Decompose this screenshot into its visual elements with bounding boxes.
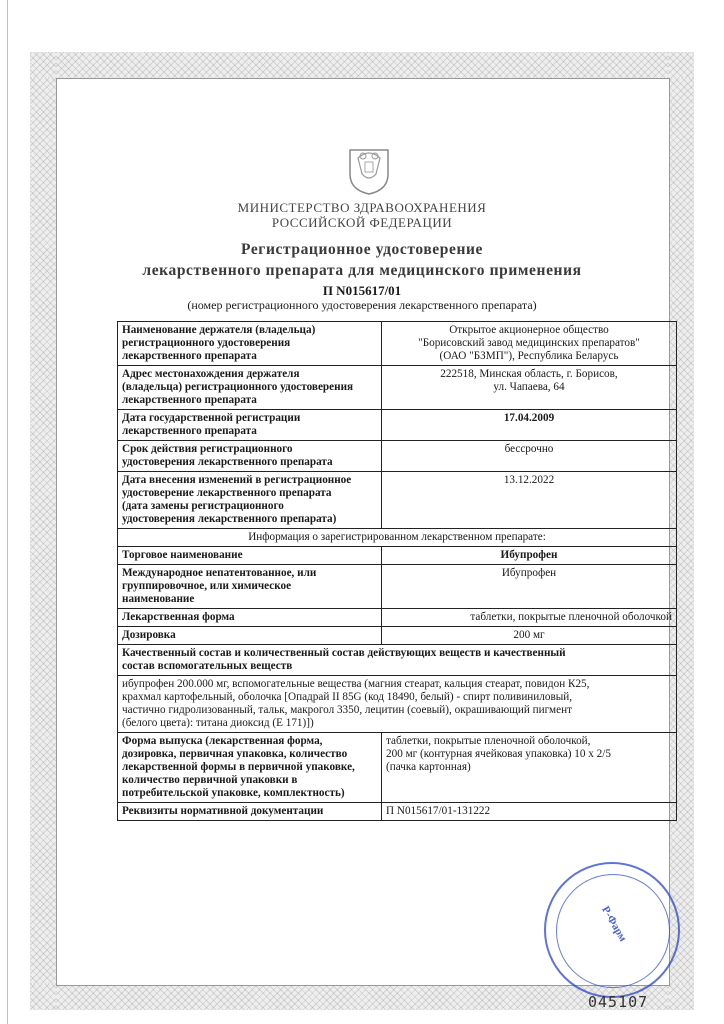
table-row: [118, 472, 677, 529]
row-label: Срок действия регистрационного удостоверения лекарственного препарата: [118, 441, 382, 472]
row-label: Адрес местонахождения держателя (владельца) регистрационного удостоверения лекарственного препарата: [118, 366, 382, 410]
table-row: [118, 441, 677, 472]
row-label: Форма выпуска (лекарственная форма, дозировка, первичная упаковка, количество лекарственной формы в первичной упаковке, количество первичной упаковки в потребительской упаковке, комплектность): [118, 733, 382, 803]
row-value: П N015617/01-131222: [382, 803, 677, 821]
table-row: [118, 565, 677, 609]
table-row: [118, 529, 677, 547]
row-value: 222518, Минская область, г. Борисов, ул. Чапаева, 64: [382, 366, 677, 410]
row-label: Дата государственной регистрации лекарственного препарата: [118, 410, 382, 441]
company-stamp: [544, 862, 680, 998]
row-value: Открытое акционерное общество "Борисовский завод медицинских препаратов" (ОАО "БЗМП"), Республика Беларусь: [382, 322, 677, 366]
document-title-line1: Регистрационное удостоверение: [240, 241, 484, 258]
row-label: Торговое наименование: [118, 547, 382, 565]
serial-number: 045107: [588, 993, 649, 1011]
table-row: [118, 366, 677, 410]
coat-of-arms-icon: [346, 144, 392, 196]
ministry-name-line1: МИНИСТЕРСТВО ЗДРАВООХРАНЕНИЯ: [237, 200, 487, 215]
row-value: Ибупрофен: [382, 565, 677, 609]
margin-line: [7, 0, 8, 1024]
table-row: [118, 803, 677, 821]
row-label: Дата внесения изменений в регистрационное удостоверение лекарственного препарата (дата замены регистрационного удостоверения лекарственного препарата): [118, 472, 382, 529]
info-section-header: Информация о зарегистрированном лекарственном препарате:: [118, 529, 677, 547]
row-label: Международное непатентованное, или группировочное, или химическое наименование: [118, 565, 382, 609]
row-value: 200 мг: [382, 627, 677, 645]
table-row: [118, 676, 677, 733]
table-row: [118, 410, 677, 441]
table-row: [118, 322, 677, 366]
registration-number: П N015617/01: [322, 283, 402, 298]
row-label: Дозировка: [118, 627, 382, 645]
row-value: таблетки, покрытые пленочной оболочкой: [382, 609, 677, 627]
table-row: [118, 627, 677, 645]
table-row: [118, 645, 677, 676]
composition-heading: Качественный состав и количественный состав действующих веществ и качественный состав вспомогательных веществ: [118, 645, 677, 676]
row-label: Наименование держателя (владельца) регистрационного удостоверения лекарственного препарата: [118, 322, 382, 366]
table-row: [118, 547, 677, 565]
document-title-line2: лекарственного препарата для медицинского применения: [142, 262, 582, 279]
row-value: Ибупрофен: [382, 547, 677, 565]
composition-text: ибупрофен 200.000 мг, вспомогательные вещества (магния стеарат, кальция стеарат, повидон К25, крахмал картофельный, оболочка [Опадрай II 85G (код 18490, белый) - спирт поливиниловый, частично гидролизованный, тальк, макрогол 3350, лецитин (соевый), окрашивающий пигмент (белого цвета): титана диоксид (Е 171)]): [118, 676, 677, 733]
certificate-table: [117, 321, 677, 821]
row-value: 17.04.2009: [382, 410, 677, 441]
row-label: Лекарственная форма: [118, 609, 382, 627]
registration-number-caption: (номер регистрационного удостоверения лекарственного препарата): [187, 298, 537, 312]
row-value: таблетки, покрытые пленочной оболочкой, 200 мг (контурная ячейковая упаковка) 10 х 2/5 (пачка картонная): [382, 733, 677, 803]
row-value: 13.12.2022: [382, 472, 677, 529]
row-value: бессрочно: [382, 441, 677, 472]
ministry-name-line2: РОССИЙСКОЙ ФЕДЕРАЦИИ: [271, 215, 453, 230]
table-row: [118, 609, 677, 627]
stamp-text: Р-Фарм: [599, 904, 629, 944]
row-label: Реквизиты нормативной документации: [118, 803, 382, 821]
table-row: [118, 733, 677, 803]
